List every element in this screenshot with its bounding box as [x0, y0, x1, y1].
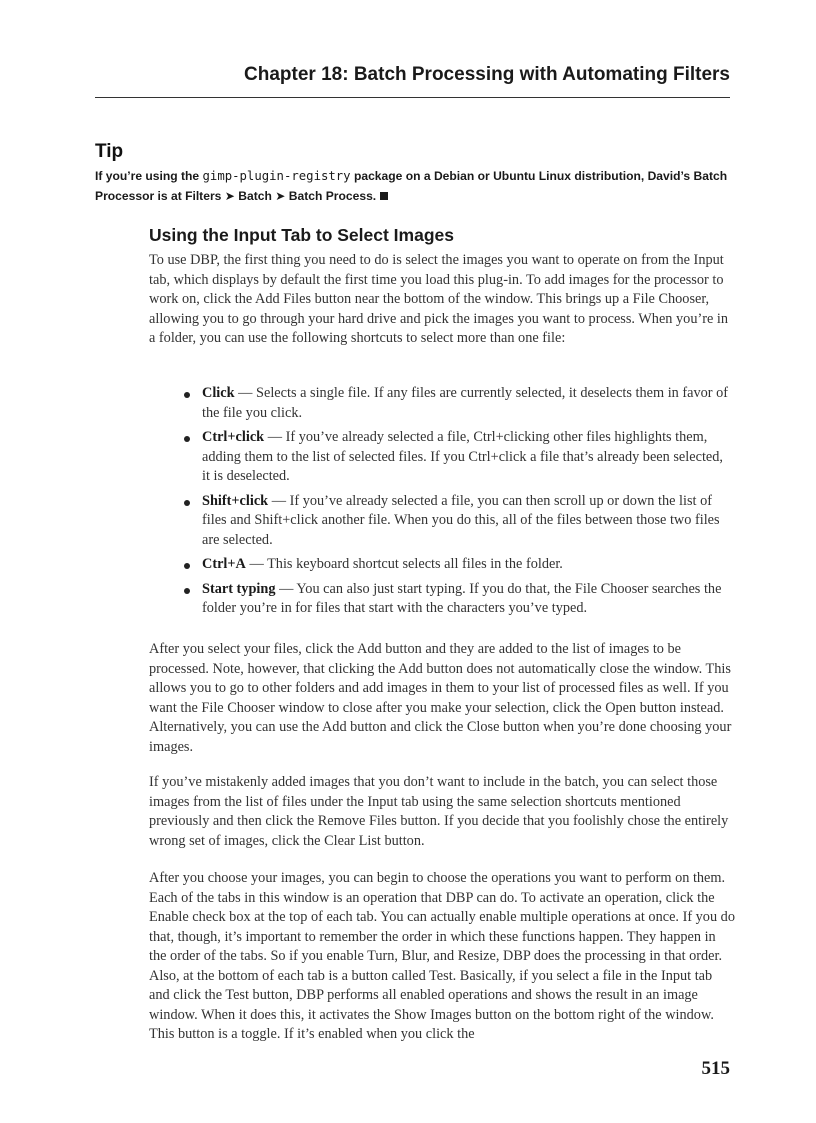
list-item	[184, 428, 732, 487]
header-rule	[95, 97, 730, 98]
menu-arrow-icon: ➤	[224, 189, 235, 203]
shortcut-term: Start typing	[202, 580, 276, 597]
shortcut-list	[184, 384, 732, 624]
menu-arrow-icon: ➤	[275, 189, 286, 203]
shortcut-term: Click	[202, 385, 235, 401]
tip-text-before: If you’re using the	[95, 169, 203, 183]
bullet-icon	[184, 563, 190, 569]
tip-code: gimp-plugin-registry	[202, 169, 351, 183]
shortcut-description: If you’ve already selected a file, Ctrl+clicking other files highlights them, adding them to the list of selected files. If you Ctrl+click a file that’s already been selected, it is deselected.	[202, 429, 723, 484]
tip-text-middle: package on a Debian or Ubuntu Linux distribution, David’s Batch Processor is at Filters	[95, 169, 728, 203]
dash: —	[279, 580, 294, 597]
bullet-icon	[184, 436, 190, 442]
body-paragraph: If you’ve mistakenly added images that you don’t want to include in the batch, you can select those images from the list of files under the Input tab using the same selection shortcuts mentioned previously and then click the Remove Files button. If you decide that you foolishly chose the entirely wrong set of images, click the Clear List button.	[149, 774, 729, 849]
body-paragraph: After you choose your images, you can begin to choose the operations you want to perform on them. Each of the tabs in this window is an operation that DBP can do. To activate an operation, click the Enable check box at the top of each tab. You can actually enable multiple operations at once. If you do that, though, it’s important to remember the order in which these functions happen. They happen in the order of the tabs. So if you enable Turn, Blur, and Resize, DBP does the processing in that order. Also, at the bottom of each tab is a button called Test. Basically, if you select a file in the Input tab and click the Test button, DBP performs all enabled operations and shows the result in an image window. When it does this, it activates the Show Images button on the bottom right of the window. This button is a toggle. If it’s enabled when you click the	[149, 870, 735, 1042]
shortcut-term: Ctrl+click	[202, 429, 265, 445]
bullet-icon	[184, 500, 190, 506]
shortcut-description: You can also just start typing. If you do that, the File Chooser searches the folder you’re in for files that start with the characters you’ve typed.	[202, 580, 722, 616]
tip-menu-batch: Batch	[238, 189, 272, 203]
list-item	[184, 580, 732, 619]
tip-body	[95, 166, 735, 206]
running-head: Chapter 18: Batch Processing with Automating Filters	[244, 64, 730, 85]
dash: —	[249, 556, 264, 572]
dash: —	[238, 385, 253, 401]
shortcut-description: This keyboard shortcut selects all files in the folder.	[267, 556, 563, 572]
shortcut-term: Ctrl+A	[202, 556, 246, 572]
list-item	[184, 492, 732, 551]
bullet-icon	[184, 588, 190, 594]
shortcut-term: Shift+click	[202, 492, 269, 509]
tip-title: Tip	[95, 141, 124, 162]
end-mark-icon	[380, 192, 388, 200]
list-item	[184, 384, 732, 423]
dash: —	[267, 429, 283, 445]
tip-menu-process: Batch Process.	[288, 189, 377, 203]
intro-paragraph: To use DBP, the first thing you need to do is select the images you want to operate on from the Input tab, which displays by default the first time you load this plug-in. To add images for the processor to work on, click the Add Files button near the bottom of the window. This brings up a File Chooser, allowing you to go through your hard drive and pick the images you want to process. When you’re in a folder, you can use the following shortcuts to select more than one file:	[149, 252, 729, 346]
shortcut-description: Selects a single file. If any files are currently selected, it deselects them in favor of the file you click.	[202, 385, 729, 421]
body-paragraph: After you select your files, click the Add button and they are added to the list of images to be processed. Note, however, that clicking the Add button does not automatically close the window. This allows you to go to other folders and add images in them to your list of processed files as well. If you want the File Chooser window to close after you make your selection, click the Open button instead. Alternatively, you can use the Add button and click the Close button when you’re done choosing your images.	[149, 641, 732, 755]
section-heading: Using the Input Tab to Select Images	[149, 225, 454, 245]
list-item	[184, 555, 732, 575]
bullet-icon	[184, 392, 190, 398]
shortcut-description: If you’ve already selected a file, you can then scroll up or down the list of files and Shift+click another file. When you do this, all of the files between those two files are selected.	[202, 492, 720, 548]
page-number: 515	[701, 1058, 730, 1079]
dash: —	[271, 492, 287, 509]
